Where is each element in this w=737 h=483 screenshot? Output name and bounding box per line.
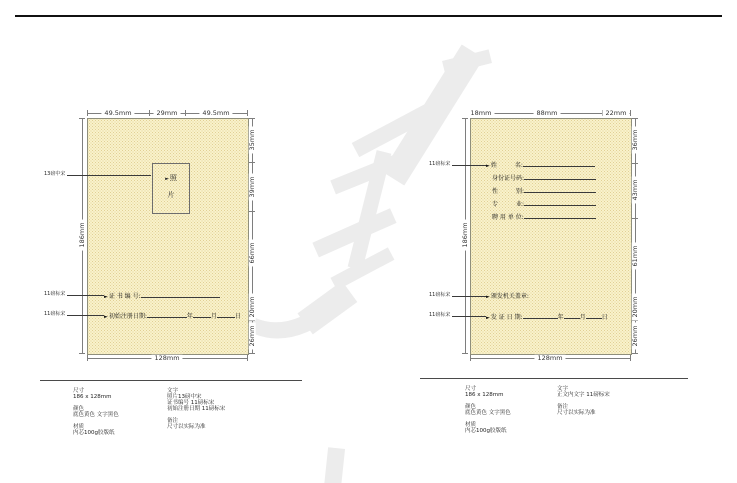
dim-tick — [149, 110, 150, 116]
dim-tick — [632, 163, 638, 164]
photo-line-1: ►照 — [165, 174, 177, 182]
spec-line: 186 x 128mm — [465, 392, 504, 398]
dim-tick — [79, 353, 85, 354]
blank-line — [524, 174, 596, 180]
arrow-right-icon: ► — [486, 315, 490, 321]
dim-tick — [185, 110, 186, 116]
dim-label: 66mm — [249, 240, 256, 267]
dim-tick — [632, 218, 638, 219]
callout-certno-font: 11磅标宋 — [44, 291, 66, 297]
spec-heading: 材质 — [73, 424, 85, 430]
dim-label: 18mm — [468, 110, 495, 117]
dim-label: 20mm — [249, 294, 256, 321]
dim-label: 186mm — [79, 219, 86, 250]
dim-label: 35mm — [249, 127, 256, 154]
spec-line: 尺寸以实际为准 — [167, 424, 206, 430]
reg-date-label: 初始注册日期: — [108, 313, 147, 320]
dim-label: 22mm — [603, 110, 630, 117]
blank-line — [193, 312, 211, 318]
spec-line: 照片13磅中宋 — [167, 394, 202, 400]
dim-label: 43mm — [632, 177, 639, 204]
dim-label: 26mm — [632, 323, 639, 350]
spec-line: 底色黄色 文字黑色 — [465, 410, 511, 416]
field-row-employer — [492, 213, 596, 221]
blank-line — [217, 312, 235, 318]
blank-line — [523, 313, 558, 319]
spec-heading: 备注 — [557, 404, 569, 410]
month-label: 月 — [579, 314, 586, 321]
blank-line — [524, 213, 596, 219]
dim-tick — [249, 353, 255, 354]
dim-label: 61mm — [632, 243, 639, 270]
field-row-major — [492, 200, 596, 208]
blank-line — [141, 292, 220, 298]
dim-tick — [470, 355, 471, 361]
photo-box — [152, 163, 190, 214]
month-label: 月 — [210, 313, 217, 320]
callout-name-font: 11磅标宋 — [429, 161, 451, 167]
issue-date-row — [486, 313, 608, 322]
field-row-id-number — [492, 174, 596, 182]
spec-line: 底色黄色 文字黑色 — [73, 412, 119, 418]
spec-heading: 尺寸 — [465, 386, 477, 392]
dim-tick — [630, 110, 631, 116]
dim-tick — [249, 162, 255, 163]
spec-line: 正文内文字 11磅标宋 — [557, 392, 610, 398]
seal-row — [486, 293, 529, 301]
callout-issuedate-font: 11磅标宋 — [429, 312, 451, 318]
dim-label: 20mm — [632, 294, 639, 321]
spec-heading: 文字 — [557, 386, 569, 392]
spec-heading: 颜色 — [73, 406, 85, 412]
spec-line: 内芯100g胶版纸 — [73, 430, 115, 436]
field-row-gender — [492, 187, 596, 195]
top-rule — [15, 15, 722, 17]
dim-label: 186mm — [462, 219, 469, 250]
day-label: 日 — [601, 314, 608, 321]
callout-regdate-font: 11磅标宋 — [44, 311, 66, 317]
spec-heading: 材质 — [465, 422, 477, 428]
spec-line: 初始注册日期 11磅标宋 — [167, 406, 226, 412]
blank-line — [586, 313, 602, 319]
spec-heading: 颜色 — [465, 404, 477, 410]
spec-heading: 备注 — [167, 418, 179, 424]
dim-tick — [79, 118, 85, 119]
seal-label: 颁发机关盖章: — [490, 293, 529, 300]
cert-number-row — [104, 292, 220, 301]
dim-tick — [249, 211, 255, 212]
arrow-right-icon: ► — [165, 176, 169, 182]
issue-date-label: 发 证 日 期: — [490, 314, 523, 321]
dim-label: 88mm — [534, 110, 561, 117]
spec-back-col2 — [557, 386, 610, 422]
spec-back-col1 — [465, 386, 511, 440]
arrow-right-icon: ► — [104, 314, 108, 320]
dim-tick — [632, 353, 638, 354]
arrow-right-icon: ► — [486, 294, 490, 300]
field-label: 性 别: — [492, 188, 525, 195]
callout-line — [67, 315, 104, 316]
field-row-name — [486, 161, 595, 170]
blank-line — [524, 187, 596, 193]
spec-line: 尺寸以实际为准 — [557, 410, 596, 416]
spec-front-col2 — [167, 388, 225, 436]
spec-line: 证书编号 11磅标宋 — [167, 400, 215, 406]
dim-label: 49.5mm — [101, 110, 134, 117]
dim-tick — [630, 355, 631, 361]
dim-tick — [87, 110, 88, 116]
spec-heading: 文字 — [167, 388, 179, 394]
callout-line — [67, 175, 151, 176]
spec-line: 186 x 128mm — [73, 394, 112, 400]
dim-tick — [462, 353, 468, 354]
callout-line — [452, 316, 486, 317]
callout-photo-font: 13磅中宋 — [44, 171, 66, 177]
dim-tick — [87, 355, 88, 361]
dim-label: 26mm — [249, 323, 256, 350]
blank-line — [147, 312, 187, 318]
dim-label: 39mm — [249, 174, 256, 201]
field-label: 聘 用 单 位: — [492, 214, 524, 221]
dim-tick — [462, 118, 468, 119]
spec-heading: 尺寸 — [73, 388, 85, 394]
callout-line — [452, 165, 486, 166]
dim-label: 49.5mm — [199, 110, 232, 117]
day-label: 日 — [234, 313, 241, 320]
callout-line — [452, 296, 486, 297]
dim-label: 29mm — [154, 110, 181, 117]
dim-label: 128mm — [151, 355, 182, 362]
year-label: 年 — [186, 313, 193, 320]
dim-label: 128mm — [534, 355, 565, 362]
field-label: 身份证号码: — [492, 175, 525, 182]
dim-tick — [249, 118, 255, 119]
field-label: 姓 名: — [490, 162, 523, 169]
blank-line — [564, 313, 580, 319]
dim-tick — [247, 355, 248, 361]
blank-line — [523, 161, 595, 167]
reg-date-row — [104, 312, 241, 321]
spec-line: 内芯100g胶版纸 — [465, 428, 507, 434]
callout-seal-font: 11磅标宋 — [429, 292, 451, 298]
arrow-right-icon: ► — [486, 163, 490, 169]
dim-tick — [247, 110, 248, 116]
cert-number-label: 证 书 编 号: — [108, 293, 141, 300]
callout-line — [67, 295, 104, 296]
arrow-right-icon: ► — [104, 294, 108, 300]
dim-label: 36mm — [632, 127, 639, 154]
field-label: 专 业: — [492, 201, 525, 208]
photo-line-2: 片 — [167, 191, 175, 199]
dim-tick — [632, 118, 638, 119]
spec-divider — [420, 378, 688, 379]
year-label: 年 — [557, 314, 564, 321]
spec-divider — [40, 380, 302, 381]
blank-line — [524, 200, 596, 206]
spec-front-col1 — [73, 388, 119, 442]
